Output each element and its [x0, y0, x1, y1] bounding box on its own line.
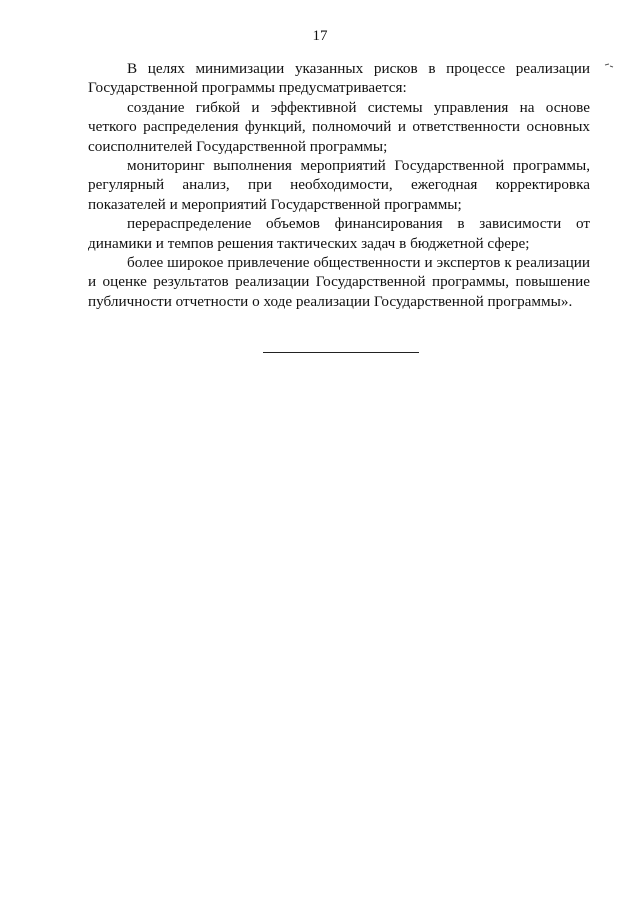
margin-mark [604, 62, 614, 70]
paragraph-item-1: создание гибкой и эффективной системы управления на основе четкого распределения функций, полномочий и ответственности основных соисполнителей Государственной программы; [88, 98, 590, 155]
paragraph-item-2: мониторинг выполнения мероприятий Государственной программы, регулярный анализ, при необходимости, ежегодная корректировка показателей и мероприятий Государственной программы; [88, 157, 590, 213]
closing-divider [263, 352, 419, 353]
paragraph-item-4: более широкое привлечение общественности и экспертов к реализации и оценке результатов реализации Государственной программы, повышение публичности отчетности о ходе реализации Государственной программы». [88, 254, 590, 310]
page-number: 17 [312, 28, 328, 44]
document-body [88, 59, 590, 311]
paragraph-item-3: перераспределение объемов финансирования в зависимости от динамики и темпов решения тактических задач в бюджетной сфере; [88, 215, 590, 252]
paragraph-intro: В целях минимизации указанных рисков в процессе реализации Государственной программы предусматривается: [88, 60, 590, 97]
